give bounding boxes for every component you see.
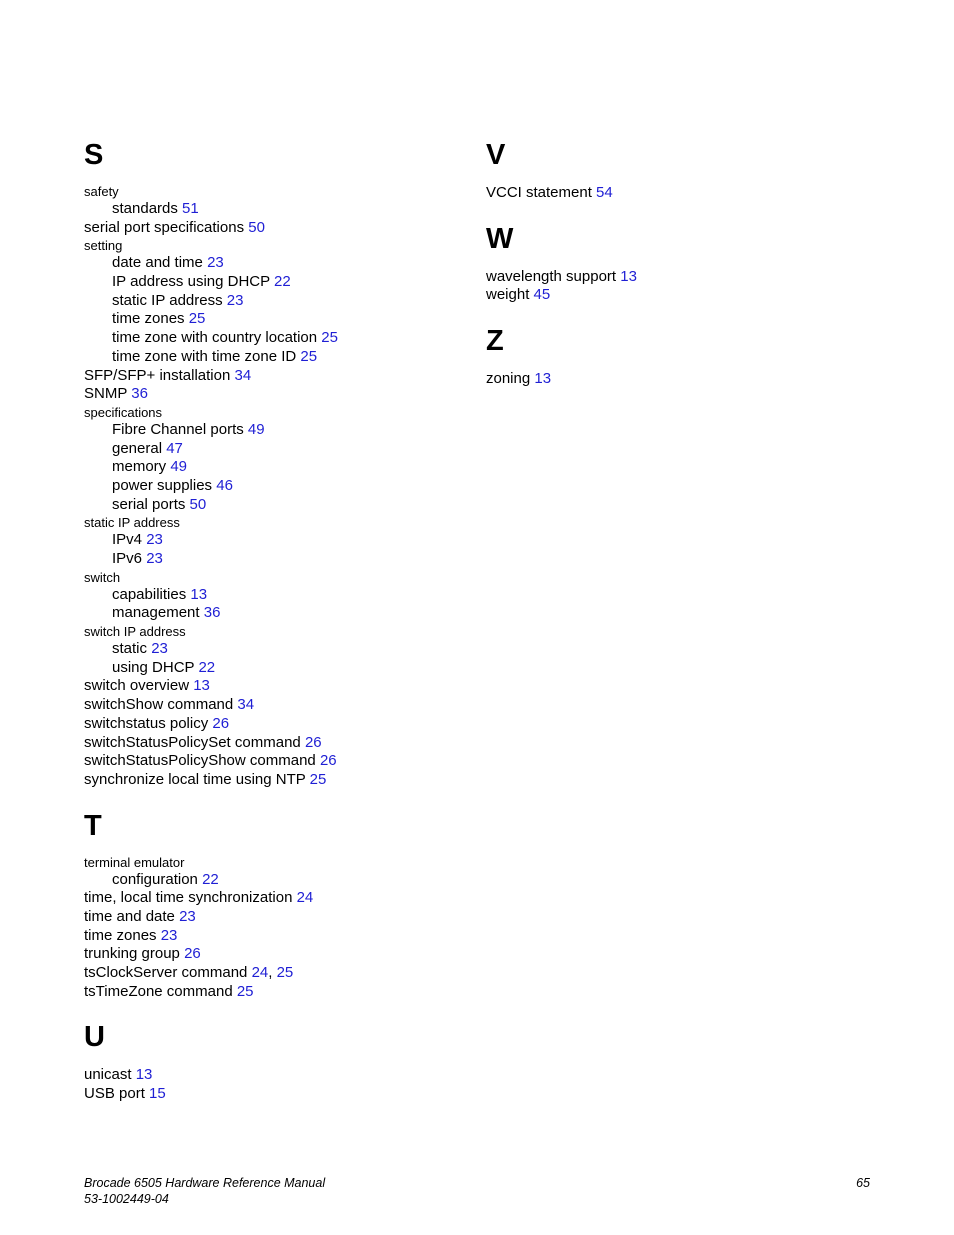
page-link[interactable]: 23 <box>226 291 244 309</box>
page-link[interactable]: 25 <box>300 347 318 365</box>
index-section-w <box>486 222 886 305</box>
page-link[interactable]: 25 <box>276 964 294 981</box>
index-entry <box>84 734 454 753</box>
page-link[interactable]: 26 <box>304 733 322 751</box>
index-entry <box>84 1066 454 1085</box>
footer-manual-title: Brocade 6505 Hardware Reference Manual <box>84 1176 326 1190</box>
index-column-left <box>84 138 454 1104</box>
index-term: switchstatus policy <box>84 714 209 732</box>
page-link[interactable]: 46 <box>216 476 233 494</box>
page-link[interactable]: 54 <box>596 184 613 201</box>
index-term: safety <box>84 184 119 199</box>
index-term: standards <box>112 200 178 217</box>
index-entry <box>84 550 454 569</box>
footer-doc-number: 53-1002449-04 <box>84 1192 169 1206</box>
index-term: unicast <box>84 1066 132 1084</box>
index-term: switch <box>84 569 121 585</box>
index-term: IPv6 <box>112 550 143 567</box>
index-entry <box>84 310 454 329</box>
index-entry <box>84 496 454 515</box>
index-term: configuration <box>112 870 198 888</box>
index-section-s <box>84 138 454 790</box>
index-entry <box>84 889 454 908</box>
section-letter: W <box>486 222 514 255</box>
page-link[interactable]: 26 <box>184 945 201 963</box>
page-link[interactable]: 34 <box>234 366 252 384</box>
index-term: time, local time synchronization <box>84 889 293 907</box>
index-entry <box>84 659 454 678</box>
index-term: zoning <box>486 370 531 388</box>
index-term: date and time <box>112 254 203 272</box>
index-term: wavelength support <box>486 267 617 285</box>
page-link[interactable]: 13 <box>534 370 552 388</box>
index-group-heading <box>84 624 454 640</box>
index-entry <box>84 200 454 219</box>
page-link[interactable]: 22 <box>202 870 219 888</box>
index-term: tsClockServer command <box>84 964 248 981</box>
index-term: specifications <box>84 404 163 420</box>
section-letter: S <box>84 139 104 171</box>
page-link[interactable]: 50 <box>189 495 207 513</box>
index-entry <box>486 370 886 389</box>
index-section-u <box>84 1020 454 1103</box>
index-term: SFP/SFP+ installation <box>84 366 231 384</box>
index-term: trunking group <box>84 945 180 963</box>
page-link[interactable]: 45 <box>533 286 551 304</box>
index-term: switchStatusPolicyShow command <box>84 752 316 770</box>
index-entry <box>84 677 454 696</box>
index-term: static <box>112 640 148 658</box>
section-letter: Z <box>486 325 504 358</box>
section-letter: U <box>84 1021 105 1054</box>
page-link[interactable]: 49 <box>170 458 188 476</box>
index-group-heading <box>84 855 454 871</box>
index-entry <box>486 286 886 305</box>
page-link[interactable]: 13 <box>190 585 208 603</box>
index-entry <box>84 1085 454 1104</box>
index-term: IP address using DHCP <box>112 273 270 291</box>
index-entry <box>84 219 454 238</box>
page-link[interactable]: 15 <box>149 1085 166 1103</box>
index-term: USB port <box>84 1085 145 1103</box>
index-entry <box>486 268 886 287</box>
index-term: time zone with country location <box>112 329 318 347</box>
section-letter: V <box>486 139 506 171</box>
index-entry <box>84 385 454 404</box>
index-entry <box>84 927 454 946</box>
index-term: setting <box>84 238 123 254</box>
index-entry <box>84 983 454 1002</box>
index-term: time zones <box>112 310 185 328</box>
page-link[interactable]: 23 <box>179 907 196 925</box>
index-term: switchStatusPolicySet command <box>84 733 301 751</box>
page-link[interactable]: 50 <box>248 218 265 236</box>
index-entry <box>84 292 454 311</box>
index-term: using DHCP <box>112 658 195 676</box>
index-term: switchShow command <box>84 696 234 714</box>
index-entry <box>84 604 454 623</box>
index-term: general <box>112 439 163 457</box>
index-entry <box>84 254 454 273</box>
index-term: SNMP <box>84 385 128 403</box>
index-entry <box>84 715 454 734</box>
page-link[interactable]: 24 <box>251 964 269 981</box>
index-entry <box>84 640 454 659</box>
index-term: serial ports <box>112 495 186 513</box>
index-term: serial port specifications <box>84 218 245 236</box>
index-section-z <box>486 324 886 389</box>
page-link[interactable]: 13 <box>135 1066 153 1084</box>
index-entry <box>84 348 454 367</box>
page-link[interactable]: 23 <box>160 926 178 944</box>
index-entry <box>84 477 454 496</box>
index-term: VCCI statement <box>486 184 592 201</box>
index-entry <box>84 531 454 550</box>
index-entry <box>84 440 454 459</box>
index-entry <box>84 696 454 715</box>
index-term: Fibre Channel ports <box>112 420 244 438</box>
index-term: static IP address <box>112 291 223 309</box>
page-link[interactable]: 13 <box>193 677 210 695</box>
index-entry <box>84 273 454 292</box>
page-link[interactable]: 23 <box>207 254 224 272</box>
index-term: weight <box>486 286 530 304</box>
section-letter: T <box>84 809 102 842</box>
index-term: static IP address <box>84 515 180 531</box>
page-link[interactable]: 51 <box>182 200 199 217</box>
index-entry <box>84 458 454 477</box>
index-entry <box>84 871 454 890</box>
page-link[interactable]: 22 <box>198 658 216 676</box>
page-link[interactable]: 25 <box>236 982 254 1000</box>
index-entry <box>84 586 454 605</box>
index-column-right <box>486 138 886 389</box>
index-entry <box>84 908 454 927</box>
footer-page-number: 65 <box>856 1176 870 1190</box>
page-link[interactable]: 23 <box>151 640 168 658</box>
page-link[interactable]: 23 <box>146 531 163 549</box>
index-term: terminal emulator <box>84 854 185 870</box>
index-term: power supplies <box>112 476 213 494</box>
index-group-heading <box>84 184 454 200</box>
page-link[interactable]: 25 <box>321 329 338 347</box>
page-link[interactable]: 36 <box>203 604 221 622</box>
index-group-heading <box>84 238 454 254</box>
index-term: management <box>112 604 200 622</box>
index-term: capabilities <box>112 585 187 603</box>
index-section-v <box>486 138 886 203</box>
page-link[interactable]: 26 <box>319 752 337 770</box>
index-term: time and date <box>84 907 175 925</box>
page-link[interactable]: 25 <box>188 310 206 328</box>
index-term: switch IP address <box>84 624 186 640</box>
page-link[interactable]: 23 <box>146 550 163 567</box>
index-entry <box>84 421 454 440</box>
page-link[interactable]: 34 <box>237 696 255 714</box>
page-link[interactable]: 13 <box>620 267 637 285</box>
index-group-heading <box>84 515 454 531</box>
index-group-heading <box>84 405 454 421</box>
index-term: switch overview <box>84 677 190 695</box>
index-entry <box>84 771 454 790</box>
index-entry <box>486 184 886 203</box>
index-group-heading <box>84 570 454 586</box>
index-term: IPv4 <box>112 531 143 549</box>
page-link[interactable]: 24 <box>296 889 314 907</box>
page-link[interactable]: 25 <box>309 770 327 788</box>
index-section-t <box>84 809 454 1002</box>
index-term: synchronize local time using NTP <box>84 770 306 788</box>
index-entry <box>84 329 454 348</box>
index-entry <box>84 945 454 964</box>
footer-document-info <box>84 1175 325 1207</box>
page-link[interactable]: 26 <box>212 714 230 732</box>
page-link[interactable]: 47 <box>166 439 183 457</box>
index-entry <box>84 752 454 771</box>
page-link[interactable]: 49 <box>247 420 265 438</box>
index-entry <box>84 367 454 386</box>
page-link[interactable]: 22 <box>274 273 291 291</box>
index-term: time zones <box>84 926 157 944</box>
index-term: memory <box>112 458 167 476</box>
index-entry: tsClockServer command 24, 25 <box>84 964 294 981</box>
page-link[interactable]: 36 <box>131 385 148 403</box>
index-term: time zone with time zone ID <box>112 347 297 365</box>
index-term: tsTimeZone command <box>84 982 233 1000</box>
